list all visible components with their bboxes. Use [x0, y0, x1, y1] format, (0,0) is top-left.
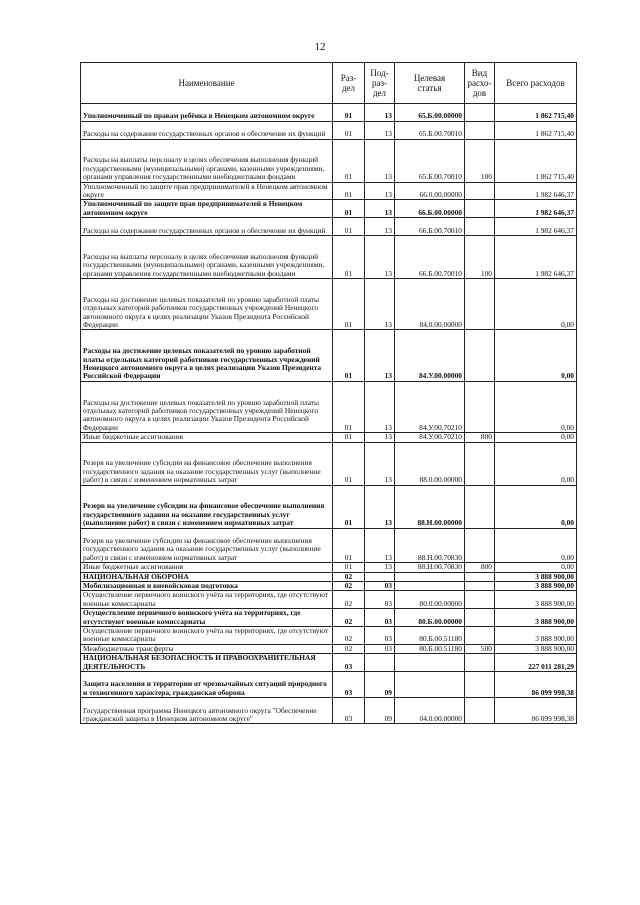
header-section: Раз- дел	[333, 63, 365, 104]
cell-expense-type	[465, 698, 495, 724]
cell-expense-type	[465, 121, 495, 139]
table-row	[81, 654, 577, 672]
cell-expense-type	[465, 591, 495, 609]
cell-expense-type: 800	[465, 433, 495, 442]
page-number: 12	[314, 41, 326, 53]
cell-section: 02	[333, 572, 365, 581]
cell-target-article: 80.Б.00.00000	[395, 609, 465, 627]
cell-section: 01	[333, 218, 365, 236]
cell-section: 01	[333, 330, 365, 381]
cell-total: 0,00	[495, 485, 577, 528]
cell-section: 01	[333, 104, 365, 122]
cell-target-article: 66.Б.00.00000	[395, 200, 465, 218]
cell-subsection	[365, 654, 395, 672]
cell-total: 227 011 281,29	[495, 654, 577, 672]
cell-total: 1 862 715,40	[495, 104, 577, 122]
cell-total: 3 888 900,00	[495, 644, 577, 653]
cell-target-article: 04.0.00.00000	[395, 698, 465, 724]
cell-total: 0,00	[495, 330, 577, 381]
cell-target-article: 80.Б.00.51180	[395, 644, 465, 653]
cell-name: Уполномоченный по защите прав предпринимателей в Ненецком автономном округе	[81, 200, 333, 218]
cell-expense-type	[465, 572, 495, 581]
table-row	[81, 672, 577, 698]
cell-name: Иные бюджетные ассигнования	[81, 433, 333, 442]
cell-subsection: 13	[365, 182, 395, 200]
cell-total: 0,00	[495, 381, 577, 432]
cell-target-article: 88.Н.00.00000	[395, 485, 465, 528]
table-row	[81, 572, 577, 581]
cell-section: 02	[333, 627, 365, 645]
cell-section: 01	[333, 182, 365, 200]
cell-target-article: 66.0.00.00000	[395, 182, 465, 200]
cell-subsection: 03	[365, 582, 395, 591]
table-row	[81, 582, 577, 591]
cell-section: 01	[333, 200, 365, 218]
cell-section: 02	[333, 591, 365, 609]
cell-subsection: 13	[365, 563, 395, 572]
cell-name: Уполномоченный по правам ребёнка в Ненецком автономном округе	[81, 104, 333, 122]
cell-expense-type	[465, 442, 495, 485]
cell-expense-type	[465, 654, 495, 672]
table-row	[81, 236, 577, 279]
cell-total: 1 982 646,37	[495, 218, 577, 236]
budget-table	[80, 62, 577, 724]
cell-expense-type	[465, 381, 495, 432]
cell-target-article: 88.0.00.00000	[395, 442, 465, 485]
table-row	[81, 627, 577, 645]
cell-subsection: 03	[365, 609, 395, 627]
header-expense-type: Вид расхо- дов	[465, 63, 495, 104]
cell-subsection: 13	[365, 236, 395, 279]
header-name: Наименование	[81, 63, 333, 104]
table-row	[81, 563, 577, 572]
cell-expense-type	[465, 609, 495, 627]
cell-expense-type	[465, 279, 495, 330]
cell-name: Осуществление первичного воинского учёта на территориях, где отсутствуют военные комиссариаты	[81, 609, 333, 627]
cell-subsection: 13	[365, 330, 395, 381]
cell-expense-type	[465, 485, 495, 528]
cell-section: 02	[333, 582, 365, 591]
cell-name: Иные бюджетные ассигнования	[81, 563, 333, 572]
cell-target-article: 88.Н.00.70830	[395, 528, 465, 563]
cell-subsection: 13	[365, 139, 395, 182]
table-row	[81, 698, 577, 724]
cell-total: 3 888 900,00	[495, 609, 577, 627]
cell-subsection: 13	[365, 279, 395, 330]
cell-total: 1 982 646,37	[495, 236, 577, 279]
cell-name: НАЦИОНАЛЬНАЯ БЕЗОПАСНОСТЬ И ПРАВООХРАНИТЕЛЬНАЯ ДЕЯТЕЛЬНОСТЬ	[81, 654, 333, 672]
table-row	[81, 485, 577, 528]
table-row	[81, 381, 577, 432]
cell-section: 01	[333, 433, 365, 442]
cell-expense-type	[465, 104, 495, 122]
cell-subsection: 13	[365, 528, 395, 563]
cell-total: 1 862 715,40	[495, 139, 577, 182]
cell-name: Резерв на увеличение субсидии на финансовое обеспечение выполнения государственного задания на оказание государственных услуг (выполнение работ) в связи с изменением нормативных затрат	[81, 528, 333, 563]
table-body	[81, 104, 577, 724]
cell-section: 02	[333, 609, 365, 627]
table-row	[81, 200, 577, 218]
header-target-article: Целевая статья	[395, 63, 465, 104]
cell-name: Расходы на содержание государственных органов и обеспечение их функций	[81, 218, 333, 236]
cell-expense-type	[465, 672, 495, 698]
cell-name: Расходы на достижение целевых показателей по уровню заработной платы отдельных категорий работников государственных учреждений Ненецкого автономного округа в целях реализации Указов Президента Российской Федерации	[81, 330, 333, 381]
cell-target-article: 84.У.00.70210	[395, 433, 465, 442]
cell-expense-type: 100	[465, 139, 495, 182]
cell-name: Межбюджетные трансферты	[81, 644, 333, 653]
table-row	[81, 442, 577, 485]
cell-target-article: 84.У.00.00000	[395, 330, 465, 381]
cell-subsection: 13	[365, 200, 395, 218]
cell-total: 0,00	[495, 279, 577, 330]
cell-section: 01	[333, 381, 365, 432]
cell-section: 01	[333, 279, 365, 330]
table-row	[81, 528, 577, 563]
cell-subsection: 13	[365, 433, 395, 442]
cell-target-article	[395, 654, 465, 672]
cell-target-article	[395, 572, 465, 581]
cell-target-article: 84.0.00.00000	[395, 279, 465, 330]
cell-subsection: 13	[365, 442, 395, 485]
cell-expense-type: 500	[465, 644, 495, 653]
cell-name: Расходы на достижение целевых показателей по уровню заработной платы отдельных категорий работников государственных учреждений Ненецкого автономного округа в целях реализации Указов Президента Российской Федерации	[81, 279, 333, 330]
header-total: Всего расходов	[495, 63, 577, 104]
cell-name: Мобилизационная и вневойсковая подготовка	[81, 582, 333, 591]
table-row	[81, 279, 577, 330]
cell-section: 02	[333, 644, 365, 653]
cell-name: Расходы на содержание государственных органов и обеспечение их функций	[81, 121, 333, 139]
cell-total: 1 862 715,40	[495, 121, 577, 139]
cell-total: 3 888 900,00	[495, 572, 577, 581]
cell-name: Резерв на увеличение субсидии на финансовое обеспечение выполнения государственного задания на оказание государственных услуг (выполнение работ) в связи с изменением нормативных затрат	[81, 442, 333, 485]
cell-expense-type	[465, 200, 495, 218]
cell-target-article: 88.Н.00.70830	[395, 563, 465, 572]
header-subsection: Под- раз- дел	[365, 63, 395, 104]
cell-expense-type	[465, 182, 495, 200]
cell-subsection: 03	[365, 627, 395, 645]
cell-expense-type	[465, 582, 495, 591]
cell-subsection: 03	[365, 644, 395, 653]
table-row	[81, 433, 577, 442]
table-header-row	[81, 63, 577, 104]
table-row	[81, 139, 577, 182]
cell-target-article: 80.0.00.00000	[395, 591, 465, 609]
cell-name: НАЦИОНАЛЬНАЯ ОБОРОНА	[81, 572, 333, 581]
cell-total: 0,00	[495, 433, 577, 442]
cell-subsection: 09	[365, 672, 395, 698]
cell-name: Уполномоченный по защите прав предпринимателей в Ненецком автономном округе	[81, 182, 333, 200]
cell-expense-type: 100	[465, 236, 495, 279]
cell-subsection: 13	[365, 485, 395, 528]
cell-subsection: 13	[365, 104, 395, 122]
cell-subsection: 13	[365, 381, 395, 432]
table-row	[81, 121, 577, 139]
cell-target-article: 65.Б.00.70010	[395, 139, 465, 182]
cell-expense-type	[465, 528, 495, 563]
cell-subsection: 13	[365, 121, 395, 139]
cell-expense-type	[465, 627, 495, 645]
cell-target-article: 80.Б.00.51180	[395, 627, 465, 645]
cell-section: 01	[333, 528, 365, 563]
cell-section: 01	[333, 139, 365, 182]
cell-name: Расходы на достижение целевых показателей по уровню заработной платы отдельных категорий работников государственных учреждений Ненецкого автономного округа в целях реализации Указов Президента Российской Федерации	[81, 381, 333, 432]
cell-total: 3 888 900,00	[495, 591, 577, 609]
cell-section: 03	[333, 698, 365, 724]
table-row	[81, 591, 577, 609]
cell-total: 0,00	[495, 442, 577, 485]
table-row	[81, 182, 577, 200]
cell-section: 01	[333, 121, 365, 139]
cell-name: Осуществление первичного воинского учёта на территориях, где отсутствуют военные комиссариаты	[81, 627, 333, 645]
cell-section: 03	[333, 672, 365, 698]
cell-total: 1 982 646,37	[495, 200, 577, 218]
cell-section: 01	[333, 442, 365, 485]
cell-target-article: 84.У.00.70210	[395, 381, 465, 432]
cell-expense-type	[465, 330, 495, 381]
cell-name: Государственная программа Ненецкого автономного округа "Обеспечение гражданской защиты в Ненецком автономном округе"	[81, 698, 333, 724]
cell-target-article: 65.Б.00.70010	[395, 121, 465, 139]
cell-subsection: 03	[365, 591, 395, 609]
cell-name: Осуществление первичного воинского учёта на территориях, где отсутствуют военные комиссариаты	[81, 591, 333, 609]
cell-name: Резерв на увеличение субсидии на финансовое обеспечение выполнения государственного задания на оказание государственных услуг (выполнение работ) в связи с изменением нормативных затрат	[81, 485, 333, 528]
cell-subsection: 09	[365, 698, 395, 724]
cell-total: 3 888 900,00	[495, 582, 577, 591]
table-row	[81, 644, 577, 653]
cell-target-article	[395, 582, 465, 591]
cell-total: 86 099 998,38	[495, 698, 577, 724]
cell-total: 0,00	[495, 528, 577, 563]
table-row	[81, 218, 577, 236]
cell-expense-type: 800	[465, 563, 495, 572]
cell-target-article: 66.Б.00.70010	[395, 236, 465, 279]
cell-section: 01	[333, 563, 365, 572]
cell-total: 1 982 646,37	[495, 182, 577, 200]
table-header	[81, 63, 577, 104]
cell-target-article: 65.Б.00.00000	[395, 104, 465, 122]
table-row	[81, 609, 577, 627]
cell-expense-type	[465, 218, 495, 236]
cell-total: 3 888 900,00	[495, 627, 577, 645]
table-row	[81, 104, 577, 122]
cell-section: 03	[333, 654, 365, 672]
cell-name: Расходы на выплаты персоналу в целях обеспечения выполнения функций государственными (муниципальными) органами, казенными учреждениями, органами управления государственными внебюджетными фондами	[81, 139, 333, 182]
cell-name: Расходы на выплаты персоналу в целях обеспечения выполнения функций государственными (муниципальными) органами, казенными учреждениями, органами управления государственными внебюджетными фондами	[81, 236, 333, 279]
cell-total: 0,00	[495, 563, 577, 572]
cell-section: 01	[333, 485, 365, 528]
cell-target-article: 66.Б.00.70010	[395, 218, 465, 236]
cell-subsection: 13	[365, 218, 395, 236]
table-row	[81, 330, 577, 381]
cell-section: 01	[333, 236, 365, 279]
cell-subsection	[365, 572, 395, 581]
cell-total: 86 099 998,38	[495, 672, 577, 698]
cell-name: Защита населения и территории от чрезвычайных ситуаций природного и техногенного характера, гражданская оборона	[81, 672, 333, 698]
cell-target-article	[395, 672, 465, 698]
